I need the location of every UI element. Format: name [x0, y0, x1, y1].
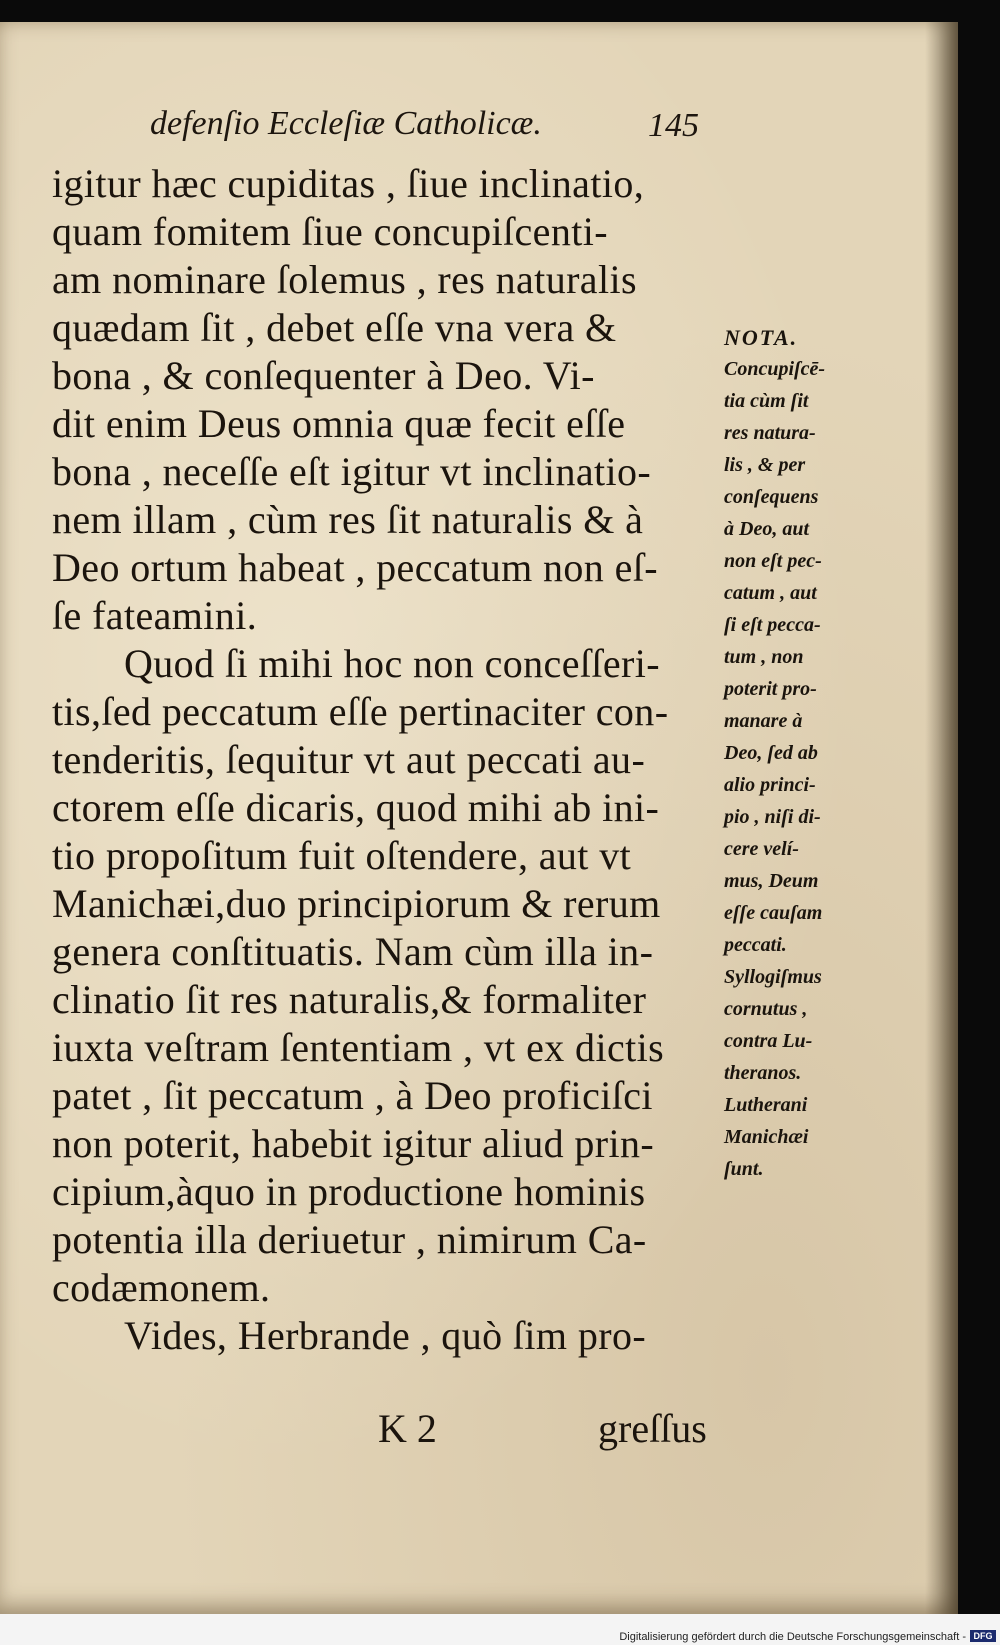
margin-line: mus, Deum — [724, 870, 819, 892]
margin-line: peccati. — [724, 934, 787, 956]
text-line: quædam ſit , debet eſſe vna vera & — [52, 305, 617, 350]
text-line: dit enim Deus omnia quæ fecit eſſe — [52, 401, 626, 446]
text-line: Deo ortum habeat , peccatum non eſ- — [52, 545, 658, 590]
margin-line: Lutherani — [724, 1094, 808, 1116]
margin-line: res natura- — [724, 422, 816, 444]
text-line: bona , neceſſe eſt igitur vt inclinatio- — [52, 449, 652, 494]
margin-line: ſunt. — [724, 1158, 764, 1180]
text-line: tis,ſed peccatum eſſe pertinaciter con- — [52, 689, 669, 734]
text-line: igitur hæc cupiditas , ſiue inclinatio, — [52, 161, 645, 206]
page-edge-shadow — [925, 22, 958, 1614]
margin-line: conſequens — [724, 486, 819, 508]
margin-line: contra Lu- — [724, 1030, 813, 1052]
text-line: quam fomitem ſiue concupiſcenti- — [52, 209, 608, 254]
margin-line: cere velí- — [724, 838, 799, 860]
margin-line: NOTA. — [724, 325, 799, 350]
text-line: potentia illa deriuetur , nimirum Ca- — [52, 1217, 647, 1262]
margin-line: tia cùm ſit — [724, 390, 809, 412]
margin-line: à Deo, aut — [724, 518, 809, 540]
running-head: defenſio Eccleſiæ Catholicæ. — [150, 105, 542, 142]
signature-mark: K 2 — [378, 1406, 437, 1451]
margin-line: ſi eſt pecca- — [724, 614, 821, 636]
margin-line: Syllogiſmus — [724, 966, 822, 988]
text-line: ctorem eſſe dicaris, quod mihi ab ini- — [52, 785, 660, 830]
text-line: tenderitis, ſequitur vt aut peccati au- — [52, 737, 646, 782]
margin-line: alio princi- — [724, 774, 816, 796]
dfg-logo-icon: DFG — [970, 1630, 996, 1642]
margin-line: Concupiſcē- — [724, 358, 826, 380]
text-line: patet , ſit peccatum , à Deo proficiſci — [52, 1073, 653, 1118]
digitization-note: Digitalisierung gefördert durch die Deutsche Forschungsgemeinschaft - — [619, 1631, 966, 1643]
text-line: Vides, Herbrande , quò ſim pro- — [124, 1313, 647, 1358]
margin-line: lis , & per — [724, 454, 806, 476]
text-line: Manichæi,duo principiorum & rerum — [52, 881, 661, 926]
text-line: cipium,àquo in productione hominis — [52, 1169, 646, 1214]
margin-line: catum , aut — [724, 582, 817, 604]
margin-line: manare à — [724, 710, 803, 732]
margin-line: cornutus , — [724, 998, 808, 1020]
text-line: non poterit, habebit igitur aliud prin- — [52, 1121, 655, 1166]
text-line: codæmonem. — [52, 1265, 271, 1310]
text-line: genera conſtituatis. Nam cùm illa in- — [52, 929, 654, 974]
text-line: Quod ſi mihi hoc non conceſſeri- — [124, 641, 661, 686]
margin-line: pio , niſi di- — [724, 806, 821, 828]
text-line: am nominare ſolemus , res naturalis — [52, 257, 637, 302]
text-line: clinatio ſit res naturalis,& formaliter — [52, 977, 647, 1022]
margin-line: non eſt pec- — [724, 550, 822, 572]
margin-line: tum , non — [724, 646, 804, 668]
margin-line: eſſe cauſam — [724, 902, 823, 924]
margin-line: poterit pro- — [724, 678, 817, 700]
text-line: tio propoſitum fuit oſtendere, aut vt — [52, 833, 632, 878]
margin-line: Manichæi — [724, 1126, 809, 1148]
text-line: ſe fateamini. — [52, 593, 258, 638]
margin-line: theranos. — [724, 1062, 802, 1084]
page-number: 145 — [648, 107, 699, 144]
catchword: greſſus — [598, 1406, 707, 1451]
text-line: nem illam , cùm res ſit naturalis & à — [52, 497, 644, 542]
text-line: bona , & conſequenter à Deo. Vi- — [52, 353, 595, 398]
margin-line: Deo, ſed ab — [724, 742, 818, 764]
text-line: iuxta veſtram ſententiam , vt ex dictis — [52, 1025, 665, 1070]
